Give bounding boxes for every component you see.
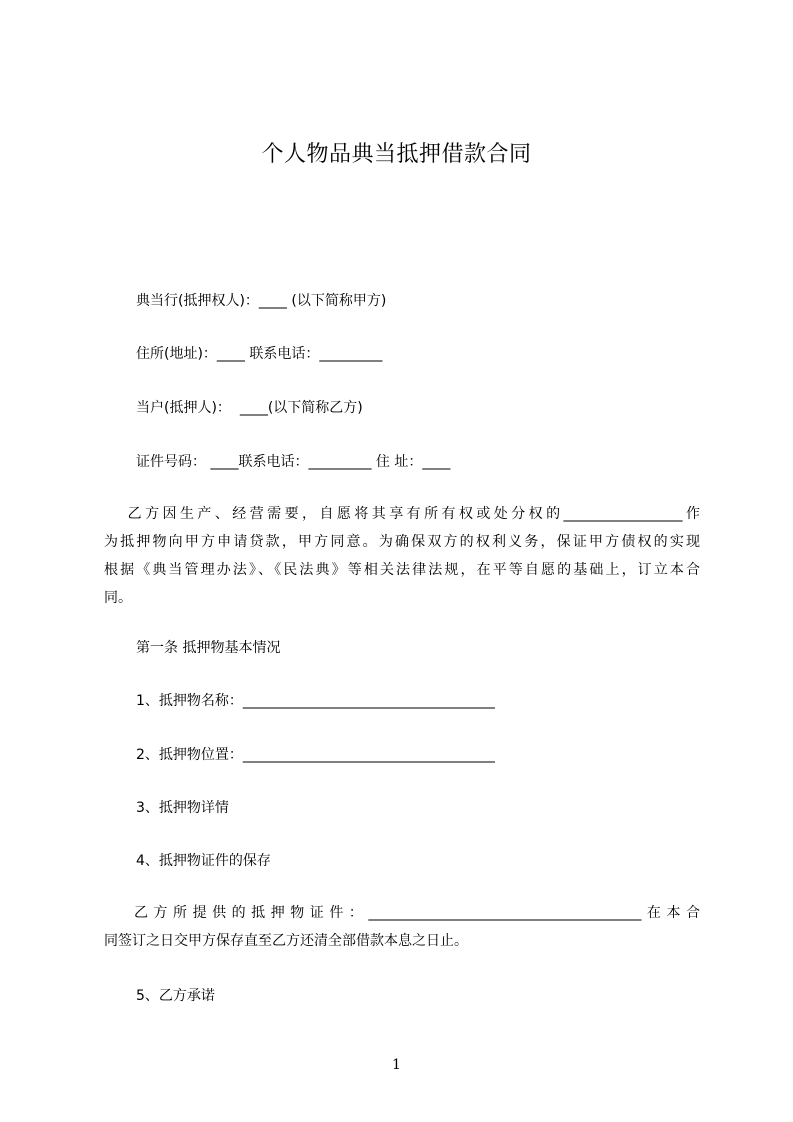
- intro-paragraph: [104, 500, 700, 612]
- article1-heading: 第一条 抵押物基本情况: [136, 640, 281, 656]
- collateral-name-line: 1、抵押物名称：____________________________________: [136, 693, 495, 709]
- page-number: 1: [392, 1057, 401, 1073]
- address-phone-line: 住所(地址)：____ 联系电话：_________: [136, 346, 383, 362]
- certificate-paragraph: [104, 899, 700, 955]
- intro-paragraph-row: 同。: [104, 590, 132, 606]
- pawnshop-line: 典当行(抵押权人)：____ (以下简称甲方): [136, 293, 387, 309]
- certificate-paragraph-row: 乙方所提供的抵押物证件：_______________________________________在本合: [104, 905, 700, 921]
- party-b-commitment-heading: 5、乙方承诺: [136, 988, 215, 1004]
- intro-paragraph-row: 乙方因生产、经营需要，自愿将其享有所有权或处分权的_________________作: [104, 506, 700, 522]
- document-title: 个人物品典当抵押借款合同: [261, 142, 532, 167]
- certificate-paragraph-row: 同签订之日交甲方保存直至乙方还清全部借款本息之日止。: [104, 933, 468, 949]
- collateral-certificate-heading: 4、抵押物证件的保存: [136, 853, 271, 869]
- intro-paragraph-row: 根据《典当管理办法》、《民法典》等相关法律法规，在平等自愿的基础上，订立本合: [104, 562, 700, 578]
- intro-paragraph-row: 为抵押物向甲方申请贷款，甲方同意。为确保双方的权利义务，保证甲方债权的实现: [104, 534, 700, 550]
- id-phone-address-line: 证件号码： ____联系电话：_________ 住 址：____: [136, 454, 451, 470]
- collateral-location-line: 2、抵押物位置：____________________________________: [136, 747, 495, 763]
- pawner-line: 当户(抵押人)： ____(以下简称乙方): [136, 400, 363, 416]
- collateral-details-heading: 3、抵押物详情: [136, 800, 229, 816]
